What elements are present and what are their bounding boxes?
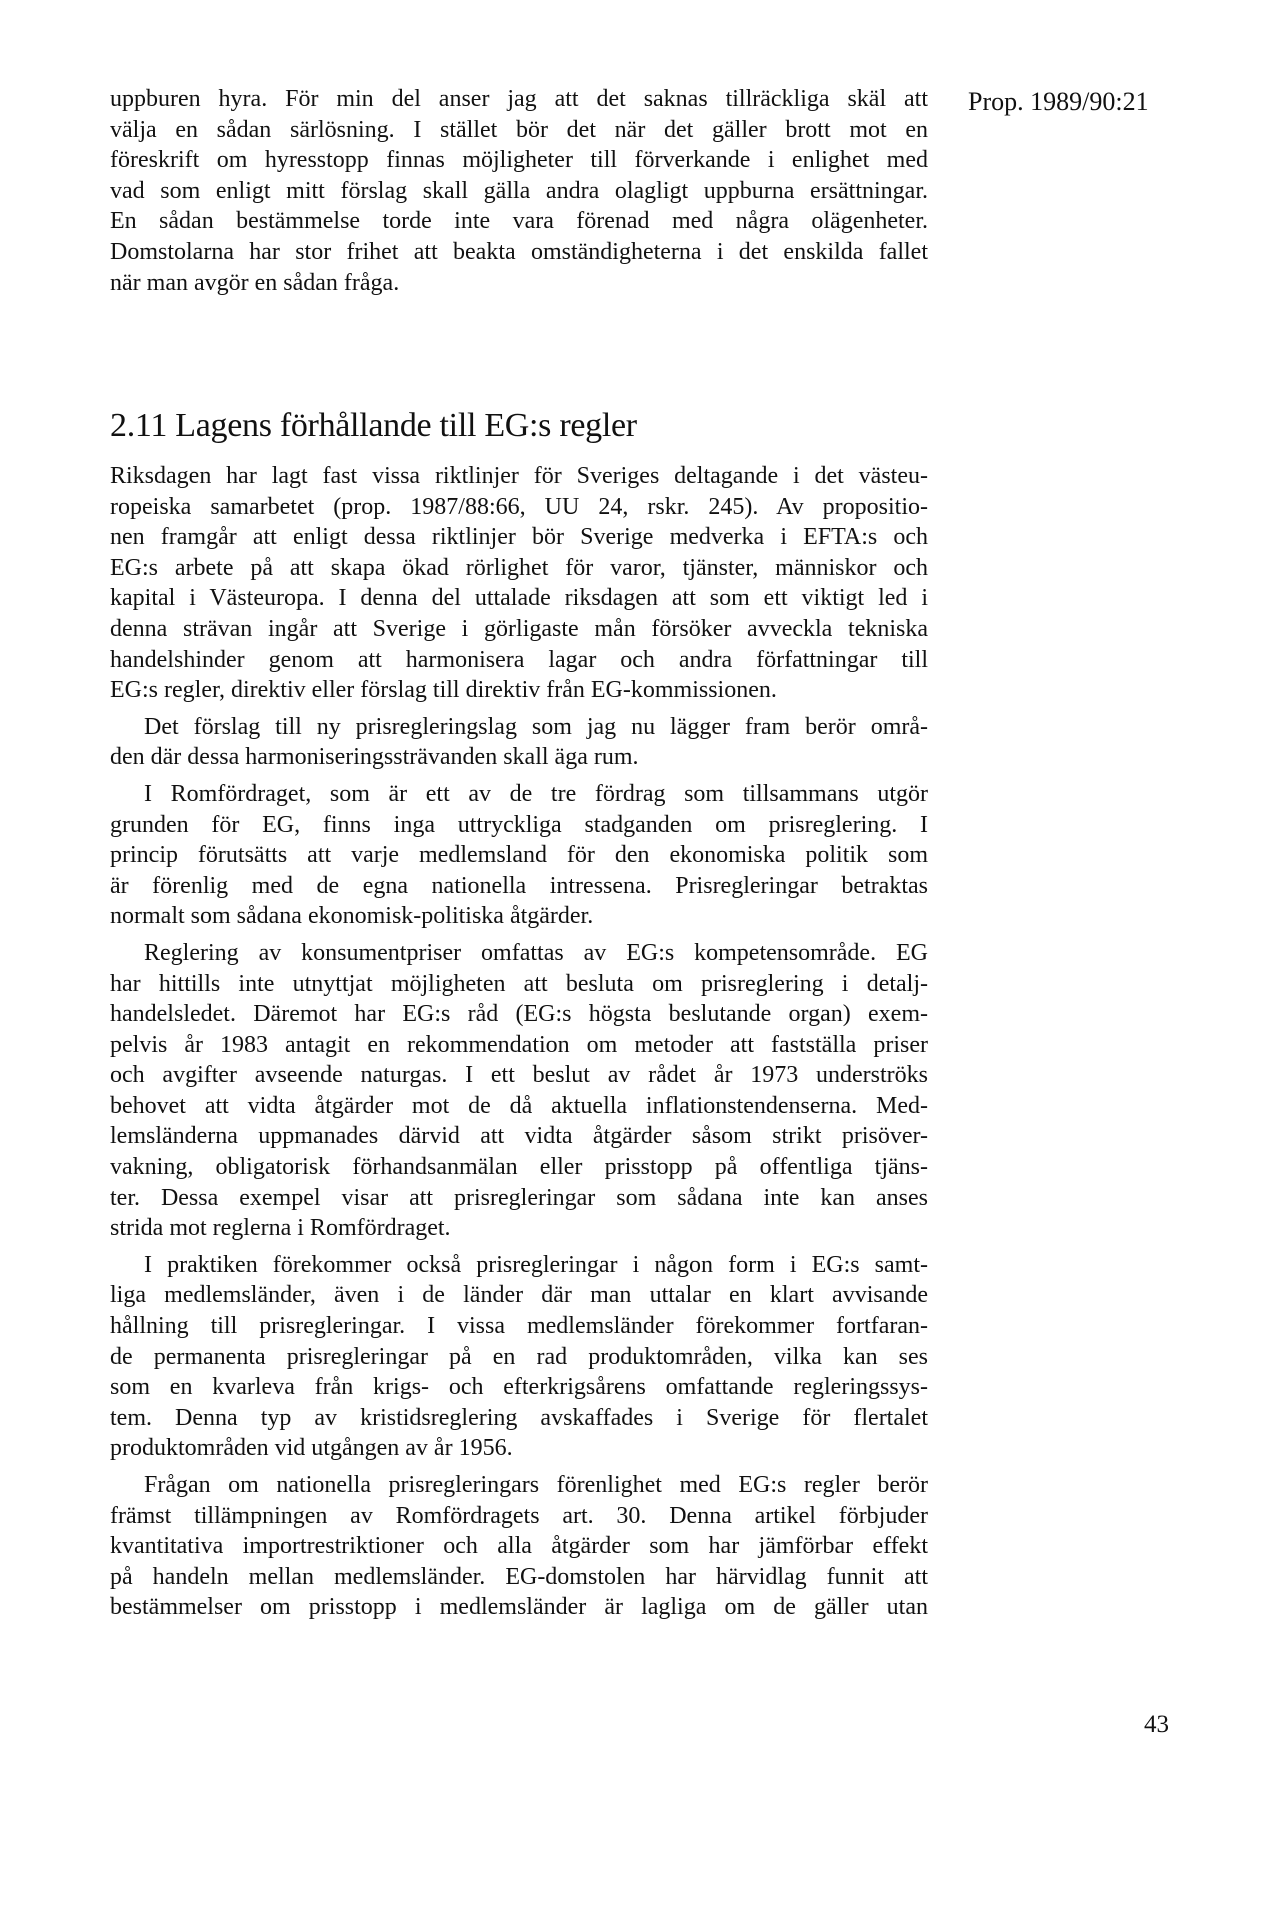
- section-heading: 2.11 Lagens förhållande till EG:s regler: [110, 407, 637, 444]
- paragraph: [110, 1470, 928, 1623]
- paragraph: [110, 938, 928, 1244]
- top-paragraph-block: [110, 84, 928, 298]
- text-line: ter. Dessa exempel visar att prisregleringar som sådana inte kan anses: [110, 1184, 928, 1211]
- text-line: är förenlig med de egna nationella intressena. Prisregleringar betraktas: [110, 872, 928, 899]
- text-line: har hittills inte utnyttjat möjligheten att besluta om prisreglering i detalj-: [110, 970, 928, 997]
- text-line: på handeln mellan medlemsländer. EG-domstolen har härvidlag funnit att: [110, 1563, 928, 1590]
- text-line: vad som enligt mitt förslag skall gälla andra olagligt uppburna ersättningar.: [110, 177, 928, 204]
- text-line: välja en sådan särlösning. I stället bör det när det gäller brott mot en: [110, 116, 928, 143]
- text-line: uppburen hyra. För min del anser jag att det saknas tillräckliga skäl att: [110, 86, 928, 112]
- text-line: kapital i Västeuropa. I denna del uttalade riksdagen att som ett viktigt led i: [110, 585, 928, 612]
- text-line: produktområden vid utgången av år 1956.: [110, 1435, 513, 1462]
- text-line: vakning, obligatorisk förhandsanmälan eller prisstopp på offentliga tjäns-: [110, 1154, 928, 1181]
- text-line: kvantitativa importrestriktioner och alla åtgärder som har jämförbar effekt: [110, 1533, 928, 1560]
- text-line: grunden för EG, finns inga uttryckliga stadganden om prisreglering. I: [110, 811, 928, 838]
- page-number: 43: [1144, 1711, 1169, 1738]
- text-line: Domstolarna har stor frihet att beakta omständigheterna i det enskilda fallet: [110, 238, 928, 265]
- text-line: EG:s arbete på att skapa ökad rörlighet för varor, tjänster, människor och: [110, 554, 928, 581]
- text-line: normalt som sådana ekonomisk-politiska åtgärder.: [110, 903, 594, 930]
- text-line: den där dessa harmoniseringssträvanden skall äga rum.: [110, 744, 639, 771]
- text-line: de permanenta prisregleringar på en rad produktområden, vilka kan ses: [110, 1343, 928, 1370]
- text-line: I praktiken förekommer också prisregleringar i någon form i EG:s samt-: [144, 1251, 928, 1278]
- text-line: hållning till prisregleringar. I vissa medlemsländer förekommer fortfaran-: [110, 1313, 928, 1340]
- text-line: Reglering av konsumentpriser omfattas av EG:s kompetensområde. EG: [144, 939, 928, 966]
- text-line: handelshinder genom att harmonisera lagar och andra författningar till: [110, 646, 928, 673]
- text-line: nen framgår att enligt dessa riktlinjer bör Sverige medverka i EFTA:s och: [110, 524, 928, 551]
- text-line: liga medlemsländer, även i de länder där man uttalar en klart avvisande: [110, 1282, 928, 1309]
- margin-reference: Prop. 1989/90:21: [968, 87, 1149, 116]
- text-line: pelvis år 1983 antagit en rekommendation om metoder att fastställa priser: [110, 1031, 928, 1058]
- text-line: handelsledet. Däremot har EG:s råd (EG:s högsta beslutande organ) exem-: [110, 1001, 928, 1028]
- text-line: bestämmelser om prisstopp i medlemsländer är lagliga om de gäller utan: [110, 1594, 928, 1621]
- text-line: strida mot reglerna i Romfördraget.: [110, 1215, 451, 1242]
- text-line: ropeiska samarbetet (prop. 1987/88:66, UU 24, rskr. 245). Av propositio-: [110, 493, 928, 520]
- text-line: princip förutsätts att varje medlemsland för den ekonomiska politik som: [110, 842, 928, 869]
- text-line: En sådan bestämmelse torde inte vara förenad med några olägenheter.: [110, 208, 928, 235]
- paragraph: [110, 461, 928, 706]
- section-body: [110, 461, 928, 1623]
- text-line: denna strävan ingår att Sverige i görligaste mån försöker avveckla tekniska: [110, 615, 928, 642]
- text-line: Frågan om nationella prisregleringars förenlighet med EG:s regler berör: [144, 1472, 928, 1498]
- paragraph: [110, 1250, 928, 1464]
- text-line: och avgifter avseende naturgas. I ett beslut av rådet år 1973 underströks: [110, 1062, 928, 1089]
- text-line: tem. Denna typ av kristidsreglering avskaffades i Sverige för flertalet: [110, 1404, 928, 1431]
- text-line: främst tillämpningen av Romfördragets art. 30. Denna artikel förbjuder: [110, 1502, 928, 1529]
- text-line: EG:s regler, direktiv eller förslag till direktiv från EG-kommissionen.: [110, 677, 777, 704]
- text-line: när man avgör en sådan fråga.: [110, 269, 400, 296]
- text-line: som en kvarleva från krigs- och efterkrigsårens omfattande regleringssys-: [110, 1374, 928, 1401]
- text-line: Det förslag till ny prisregleringslag som jag nu lägger fram berör områ-: [144, 713, 928, 740]
- paragraph: [110, 84, 928, 298]
- text-line: Riksdagen har lagt fast vissa riktlinjer för Sveriges deltagande i det västeu-: [110, 463, 928, 489]
- text-line: föreskrift om hyresstopp finnas möjligheter till förverkande i enlighet med: [110, 147, 928, 174]
- text-line: lemsländerna uppmanades därvid att vidta åtgärder såsom strikt prisöver-: [110, 1123, 928, 1150]
- text-line: I Romfördraget, som är ett av de tre fördrag som tillsammans utgör: [144, 780, 928, 807]
- text-line: behovet att vidta åtgärder mot de då aktuella inflationstendenserna. Med-: [110, 1092, 928, 1119]
- paragraph: [110, 712, 928, 773]
- paragraph: [110, 779, 928, 932]
